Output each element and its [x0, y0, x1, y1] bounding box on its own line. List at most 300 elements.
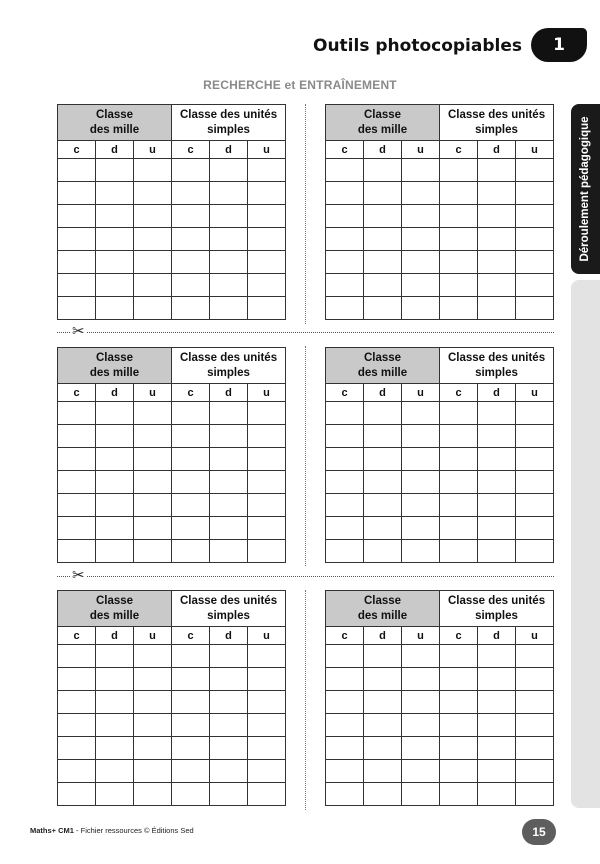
class-thousands-line2: des mille: [89, 366, 140, 379]
table-cell: [364, 645, 402, 668]
table-cell: [440, 668, 478, 691]
table-cell: [134, 448, 172, 471]
table-cell: [326, 540, 364, 563]
class-units-line2: simples: [475, 366, 518, 379]
class-units-header: [172, 591, 286, 627]
table-cell: [326, 668, 364, 691]
table-cell: [516, 645, 554, 668]
place-value-table: [57, 590, 286, 806]
table-cell: [440, 494, 478, 517]
table-cell: [364, 402, 402, 425]
table-cell: [134, 251, 172, 274]
table-cell: [326, 425, 364, 448]
table-cell: [478, 425, 516, 448]
column-header: u: [134, 141, 172, 159]
column-header: u: [248, 141, 286, 159]
class-units-line1: Classe des unités: [179, 108, 278, 121]
class-thousands-header: [58, 348, 172, 384]
table-row: [326, 714, 554, 737]
table-row: [58, 714, 286, 737]
table-cell: [210, 159, 248, 182]
table-cell: [172, 691, 210, 714]
table-row: [58, 760, 286, 783]
table-cell: [172, 471, 210, 494]
table-cell: [134, 159, 172, 182]
table-cell: [402, 517, 440, 540]
table-cell: [478, 159, 516, 182]
table-cell: [58, 297, 96, 320]
table-cell: [478, 760, 516, 783]
table-cell: [402, 205, 440, 228]
class-thousands-line1: Classe: [95, 108, 134, 121]
column-header: u: [248, 627, 286, 645]
table-cell: [172, 737, 210, 760]
table-cell: [58, 737, 96, 760]
class-units-header: [172, 348, 286, 384]
table-cell: [134, 645, 172, 668]
table-cell: [172, 159, 210, 182]
table-cell: [402, 540, 440, 563]
table-cell: [440, 402, 478, 425]
table-cell: [172, 448, 210, 471]
column-header: d: [96, 384, 134, 402]
table-row: [326, 783, 554, 806]
table-row: [58, 645, 286, 668]
table-cell: [364, 251, 402, 274]
table-cell: [248, 737, 286, 760]
place-value-table: [57, 104, 286, 320]
table-cell: [58, 402, 96, 425]
table-cell: [172, 297, 210, 320]
table-row: [326, 691, 554, 714]
table-cell: [248, 691, 286, 714]
table-cell: [248, 159, 286, 182]
table-row: [326, 448, 554, 471]
table-cell: [96, 182, 134, 205]
table-cell: [248, 228, 286, 251]
table-cell: [364, 783, 402, 806]
class-thousands-header: [326, 591, 440, 627]
table-cell: [210, 297, 248, 320]
table-cell: [478, 251, 516, 274]
table-cell: [96, 159, 134, 182]
side-tab-label: Déroulement pédagogique: [579, 116, 591, 262]
table-cell: [440, 274, 478, 297]
table-cell: [96, 517, 134, 540]
cut-line: [57, 332, 554, 333]
table-cell: [134, 737, 172, 760]
class-thousands-line2: des mille: [89, 609, 140, 622]
column-header: d: [478, 384, 516, 402]
table-cell: [402, 251, 440, 274]
table-cell: [96, 737, 134, 760]
scissors-icon: ✂: [72, 323, 85, 340]
table-cell: [402, 297, 440, 320]
table-cell: [248, 251, 286, 274]
column-header: u: [516, 384, 554, 402]
table-cell: [58, 760, 96, 783]
class-units-line2: simples: [207, 123, 250, 136]
table-row: [58, 540, 286, 563]
table-cell: [172, 783, 210, 806]
table-cell: [516, 668, 554, 691]
column-header: d: [364, 627, 402, 645]
table-cell: [516, 691, 554, 714]
class-units-line1: Classe des unités: [179, 594, 278, 607]
table-cell: [96, 425, 134, 448]
table-cell: [516, 448, 554, 471]
table-row: [326, 668, 554, 691]
column-header: d: [210, 384, 248, 402]
footer-brand: Maths+ CM1: [30, 826, 74, 835]
class-thousands-line2: des mille: [357, 123, 408, 136]
chapter-badge: 1: [531, 28, 587, 62]
table-cell: [326, 645, 364, 668]
table-row: [58, 494, 286, 517]
table-cell: [326, 760, 364, 783]
table-cell: [326, 159, 364, 182]
table-cell: [134, 760, 172, 783]
table-cell: [402, 783, 440, 806]
table-cell: [58, 159, 96, 182]
table-cell: [326, 205, 364, 228]
class-units-line1: Classe des unités: [447, 594, 546, 607]
class-units-line1: Classe des unités: [447, 108, 546, 121]
class-thousands-line1: Classe: [363, 108, 402, 121]
table-cell: [326, 714, 364, 737]
table-cell: [210, 517, 248, 540]
vertical-separator: [305, 590, 306, 810]
class-units-header: [172, 105, 286, 141]
column-header: d: [364, 141, 402, 159]
table-cell: [96, 228, 134, 251]
table-cell: [58, 274, 96, 297]
table-cell: [172, 205, 210, 228]
table-cell: [210, 540, 248, 563]
class-thousands-line1: Classe: [363, 594, 402, 607]
column-header: d: [96, 627, 134, 645]
table-row: [326, 494, 554, 517]
column-header: c: [58, 141, 96, 159]
table-cell: [96, 297, 134, 320]
table-cell: [402, 274, 440, 297]
table-row: [58, 691, 286, 714]
table-cell: [440, 205, 478, 228]
table-cell: [96, 274, 134, 297]
table-cell: [364, 228, 402, 251]
column-header: u: [516, 627, 554, 645]
column-header: u: [134, 384, 172, 402]
table-cell: [96, 783, 134, 806]
table-cell: [96, 448, 134, 471]
table-cell: [58, 494, 96, 517]
table-cell: [248, 205, 286, 228]
class-units-line1: Classe des unités: [447, 351, 546, 364]
table-cell: [210, 760, 248, 783]
class-units-header: [440, 105, 554, 141]
class-units-header: [440, 591, 554, 627]
table-cell: [402, 228, 440, 251]
table-cell: [96, 714, 134, 737]
table-cell: [402, 182, 440, 205]
table-cell: [58, 182, 96, 205]
table-cell: [516, 228, 554, 251]
column-header: d: [210, 141, 248, 159]
table-cell: [96, 251, 134, 274]
table-cell: [364, 737, 402, 760]
column-header: d: [364, 384, 402, 402]
table-row: [326, 251, 554, 274]
column-header: c: [326, 141, 364, 159]
table-cell: [134, 540, 172, 563]
column-header: c: [326, 384, 364, 402]
table-cell: [478, 274, 516, 297]
class-units-line2: simples: [207, 366, 250, 379]
table-cell: [516, 297, 554, 320]
table-row: [58, 517, 286, 540]
table-cell: [478, 783, 516, 806]
table-cell: [134, 471, 172, 494]
column-header: u: [248, 384, 286, 402]
table-cell: [440, 471, 478, 494]
table-cell: [440, 645, 478, 668]
table-cell: [172, 228, 210, 251]
table-cell: [134, 297, 172, 320]
table-row: [326, 182, 554, 205]
table-row: [58, 297, 286, 320]
table-cell: [516, 714, 554, 737]
table-cell: [248, 783, 286, 806]
place-value-table: [57, 347, 286, 563]
scissors-icon: ✂: [72, 567, 85, 584]
table-cell: [516, 274, 554, 297]
table-cell: [134, 425, 172, 448]
table-row: [58, 274, 286, 297]
table-cell: [326, 517, 364, 540]
table-cell: [478, 182, 516, 205]
table-cell: [96, 402, 134, 425]
table-cell: [364, 205, 402, 228]
table-cell: [364, 540, 402, 563]
column-header: u: [516, 141, 554, 159]
table-row: [58, 182, 286, 205]
class-thousands-line1: Classe: [363, 351, 402, 364]
table-cell: [96, 471, 134, 494]
table-cell: [440, 737, 478, 760]
table-row: [58, 448, 286, 471]
table-cell: [326, 494, 364, 517]
table-cell: [402, 645, 440, 668]
table-cell: [210, 691, 248, 714]
table-row: [326, 425, 554, 448]
table-cell: [172, 402, 210, 425]
table-cell: [96, 691, 134, 714]
column-header: c: [172, 627, 210, 645]
column-header: c: [172, 384, 210, 402]
table-cell: [440, 540, 478, 563]
table-cell: [210, 402, 248, 425]
table-cell: [58, 448, 96, 471]
table-cell: [96, 494, 134, 517]
table-cell: [210, 714, 248, 737]
table-row: [326, 540, 554, 563]
table-cell: [172, 668, 210, 691]
class-thousands-line1: Classe: [95, 594, 134, 607]
table-cell: [210, 668, 248, 691]
table-cell: [210, 425, 248, 448]
table-cell: [58, 691, 96, 714]
table-cell: [364, 182, 402, 205]
table-cell: [58, 668, 96, 691]
table-cell: [248, 402, 286, 425]
class-units-line2: simples: [207, 609, 250, 622]
table-cell: [248, 297, 286, 320]
table-cell: [478, 402, 516, 425]
table-cell: [134, 494, 172, 517]
table-cell: [516, 251, 554, 274]
class-thousands-line2: des mille: [89, 123, 140, 136]
table-cell: [478, 205, 516, 228]
table-cell: [516, 402, 554, 425]
table-cell: [172, 182, 210, 205]
table-cell: [58, 228, 96, 251]
place-value-table: [325, 104, 554, 320]
table-cell: [248, 714, 286, 737]
table-cell: [96, 760, 134, 783]
table-cell: [248, 668, 286, 691]
column-header: u: [134, 627, 172, 645]
table-cell: [440, 517, 478, 540]
table-cell: [516, 494, 554, 517]
table-row: [58, 737, 286, 760]
table-cell: [172, 494, 210, 517]
cut-line: [57, 576, 554, 577]
table-cell: [248, 182, 286, 205]
table-cell: [248, 760, 286, 783]
table-cell: [248, 540, 286, 563]
table-cell: [478, 540, 516, 563]
table-cell: [364, 471, 402, 494]
table-row: [58, 205, 286, 228]
table-cell: [248, 494, 286, 517]
table-cell: [210, 645, 248, 668]
table-cell: [172, 425, 210, 448]
table-cell: [210, 494, 248, 517]
table-cell: [134, 714, 172, 737]
table-row: [58, 159, 286, 182]
table-cell: [364, 494, 402, 517]
column-header: d: [96, 141, 134, 159]
table-cell: [210, 228, 248, 251]
table-cell: [210, 205, 248, 228]
table-cell: [248, 645, 286, 668]
table-row: [58, 402, 286, 425]
class-units-line1: Classe des unités: [179, 351, 278, 364]
table-cell: [58, 425, 96, 448]
class-thousands-header: [58, 591, 172, 627]
table-cell: [172, 540, 210, 563]
table-cell: [516, 425, 554, 448]
table-cell: [326, 274, 364, 297]
table-cell: [478, 471, 516, 494]
table-cell: [58, 714, 96, 737]
table-cell: [210, 471, 248, 494]
table-cell: [440, 448, 478, 471]
column-header: u: [402, 627, 440, 645]
table-row: [326, 760, 554, 783]
table-cell: [172, 645, 210, 668]
table-cell: [134, 274, 172, 297]
class-thousands-header: [326, 348, 440, 384]
class-thousands-header: [326, 105, 440, 141]
table-cell: [96, 205, 134, 228]
table-cell: [440, 228, 478, 251]
class-thousands-line1: Classe: [95, 351, 134, 364]
table-cell: [364, 714, 402, 737]
table-cell: [172, 760, 210, 783]
table-cell: [516, 737, 554, 760]
table-cell: [516, 471, 554, 494]
table-row: [326, 737, 554, 760]
table-cell: [326, 737, 364, 760]
table-cell: [402, 448, 440, 471]
table-cell: [134, 691, 172, 714]
table-cell: [172, 251, 210, 274]
table-cell: [478, 645, 516, 668]
table-cell: [516, 517, 554, 540]
table-cell: [440, 783, 478, 806]
table-cell: [478, 714, 516, 737]
table-cell: [58, 783, 96, 806]
table-cell: [58, 251, 96, 274]
table-cell: [210, 182, 248, 205]
column-header: c: [440, 627, 478, 645]
table-cell: [96, 668, 134, 691]
table-cell: [364, 691, 402, 714]
place-value-table: [325, 347, 554, 563]
table-cell: [134, 402, 172, 425]
table-cell: [326, 471, 364, 494]
table-row: [326, 517, 554, 540]
header-title: Outils photocopiables: [313, 36, 522, 56]
table-row: [58, 783, 286, 806]
table-cell: [402, 425, 440, 448]
table-cell: [478, 691, 516, 714]
table-cell: [478, 228, 516, 251]
table-cell: [402, 760, 440, 783]
table-cell: [364, 425, 402, 448]
table-cell: [326, 448, 364, 471]
table-cell: [478, 494, 516, 517]
table-cell: [326, 228, 364, 251]
table-cell: [248, 274, 286, 297]
table-cell: [58, 205, 96, 228]
table-row: [326, 645, 554, 668]
column-header: d: [478, 141, 516, 159]
table-cell: [440, 714, 478, 737]
column-header: d: [210, 627, 248, 645]
table-cell: [326, 783, 364, 806]
table-cell: [440, 425, 478, 448]
column-header: u: [402, 141, 440, 159]
column-header: c: [440, 384, 478, 402]
table-cell: [210, 274, 248, 297]
table-cell: [326, 691, 364, 714]
vertical-separator: [305, 346, 306, 566]
table-cell: [440, 182, 478, 205]
table-row: [58, 668, 286, 691]
table-cell: [210, 448, 248, 471]
